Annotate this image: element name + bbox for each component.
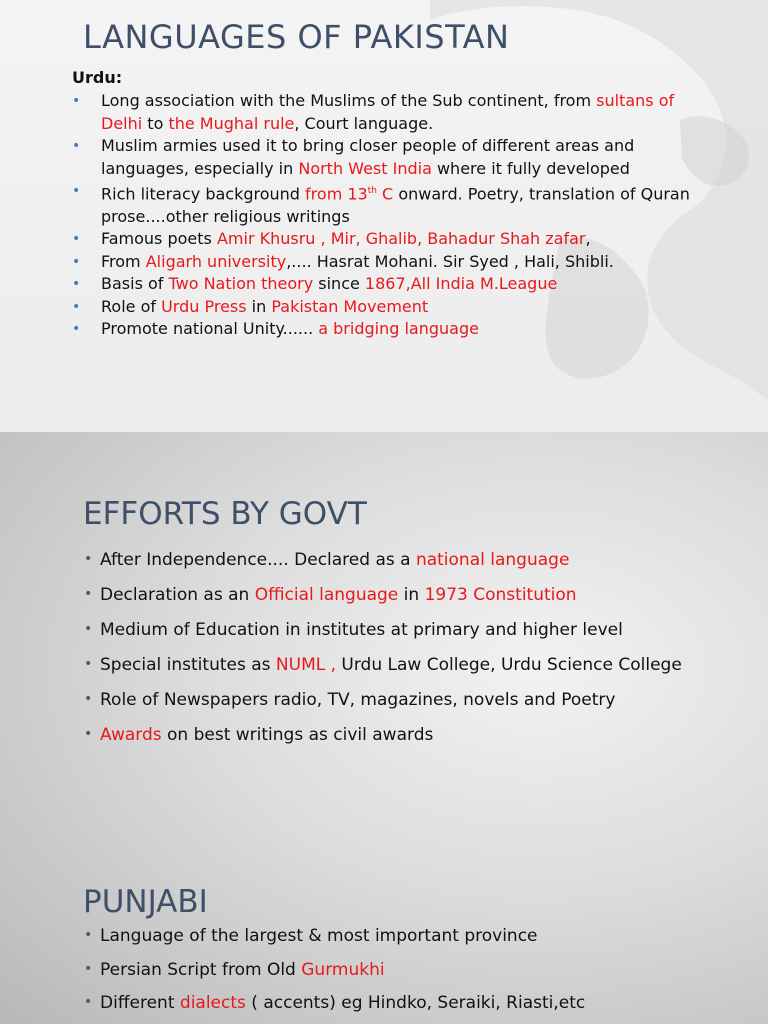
highlight-text: 1867,All India M.League [364,274,558,294]
highlight-text: Official language [254,585,399,606]
highlight-text: Pakistan Movement [271,296,429,316]
slide-title: LANGUAGES OF PAKISTAN [83,18,510,56]
bullet-item [72,318,702,341]
bullet-text: in [398,585,425,606]
bullet-item [84,725,684,746]
bullet-text: After Independence.... Declared as a [100,550,416,570]
highlight-text: Aligarh university [145,251,287,271]
bullet-text: Basis of [101,274,169,294]
highlight-text: national language [415,550,570,570]
bullet-text: ,.... Hasrat Mohani. Sir Syed , Hali, Shibli. [286,251,614,271]
punjabi-title: PUNJABI [83,884,208,920]
bullet-item [72,296,702,319]
punjabi-bullet-list [84,926,684,1024]
highlight-text: C [376,184,394,204]
bullet-text: where it fully developed [431,158,630,178]
bullet-text: on best writings as civil awards [161,725,434,746]
bullet-text: Role of Newspapers radio, TV, magazines, novels and Poetry [100,690,616,711]
efforts-bullet-list [84,550,684,761]
urdu-bullet-list [72,90,702,341]
bullet-text: onward. Poetry, translation of Quran prose....other religious writings [101,184,690,226]
bullet-text: Different [100,993,180,1013]
bullet-text: From [101,251,146,271]
highlight-text: th [367,186,377,196]
bullet-item [72,90,702,135]
bullet-text: Famous poets [101,229,217,249]
bullet-item [72,251,702,274]
bullet-item [84,993,684,1014]
bullet-text: ( accents) eg Hindko, Seraiki, Riasti,etc [245,993,586,1013]
bullet-item [84,550,684,571]
efforts-title: EFFORTS BY GOVT [83,496,367,532]
bullet-item [84,620,684,641]
bullet-text: Role of [101,296,162,316]
highlight-text: Gurmukhi [301,959,385,980]
bullet-text: Long association with the Muslims of the Sub continent, from [101,91,597,110]
highlight-text: North West India [298,158,432,178]
highlight-text: 1973 Constitution [424,585,577,606]
highlight-text: Two Nation theory [168,274,314,294]
bullet-text: Medium of Education in institutes at primary and higher level [100,620,623,641]
bullet-text: Promote national Unity...... [101,319,319,339]
bullet-item [84,960,684,981]
highlight-text: from 13 [305,184,368,204]
bullet-text: Urdu Law College, Urdu Science College [336,655,682,676]
highlight-text: Amir Khusru , Mir, Ghalib, Bahadur Shah zafar [216,229,586,249]
urdu-subheading: Urdu: [72,68,123,87]
bullet-text: , Court language. [294,113,434,133]
highlight-text: a bridging language [318,319,479,339]
highlight-text: sultans of Delhi [101,91,675,133]
highlight-text: Urdu Press [161,296,247,316]
bullet-text: Declaration as an [100,585,255,606]
highlight-text: the Mughal rule [168,113,295,133]
bullet-text: Language of the largest & most important province [100,926,538,946]
bullet-text: to [142,113,169,133]
highlight-text: NUML , [275,655,337,676]
bullet-item [84,655,684,676]
bullet-text: Persian Script from Old [100,959,302,980]
bullet-item [84,585,684,606]
bullet-item [72,228,702,251]
bullet-text: Rich literacy background [101,184,306,204]
bullet-item [72,273,702,296]
slide-languages-of-pakistan [0,0,768,432]
highlight-text: dialects [179,993,246,1013]
bullet-text: , [585,229,591,249]
bullet-item [84,926,684,947]
bullet-item [84,690,684,711]
bullet-item [72,135,702,180]
bullet-text: Muslim armies used it to bring closer people of different areas and languages, especially in [101,136,635,178]
bullet-text: in [246,296,272,316]
bullet-item [72,180,702,228]
bullet-text: since [313,274,365,294]
highlight-text: Awards [100,725,162,746]
bullet-text: Special institutes as [100,655,276,676]
slide-efforts-and-punjabi [0,432,768,1024]
